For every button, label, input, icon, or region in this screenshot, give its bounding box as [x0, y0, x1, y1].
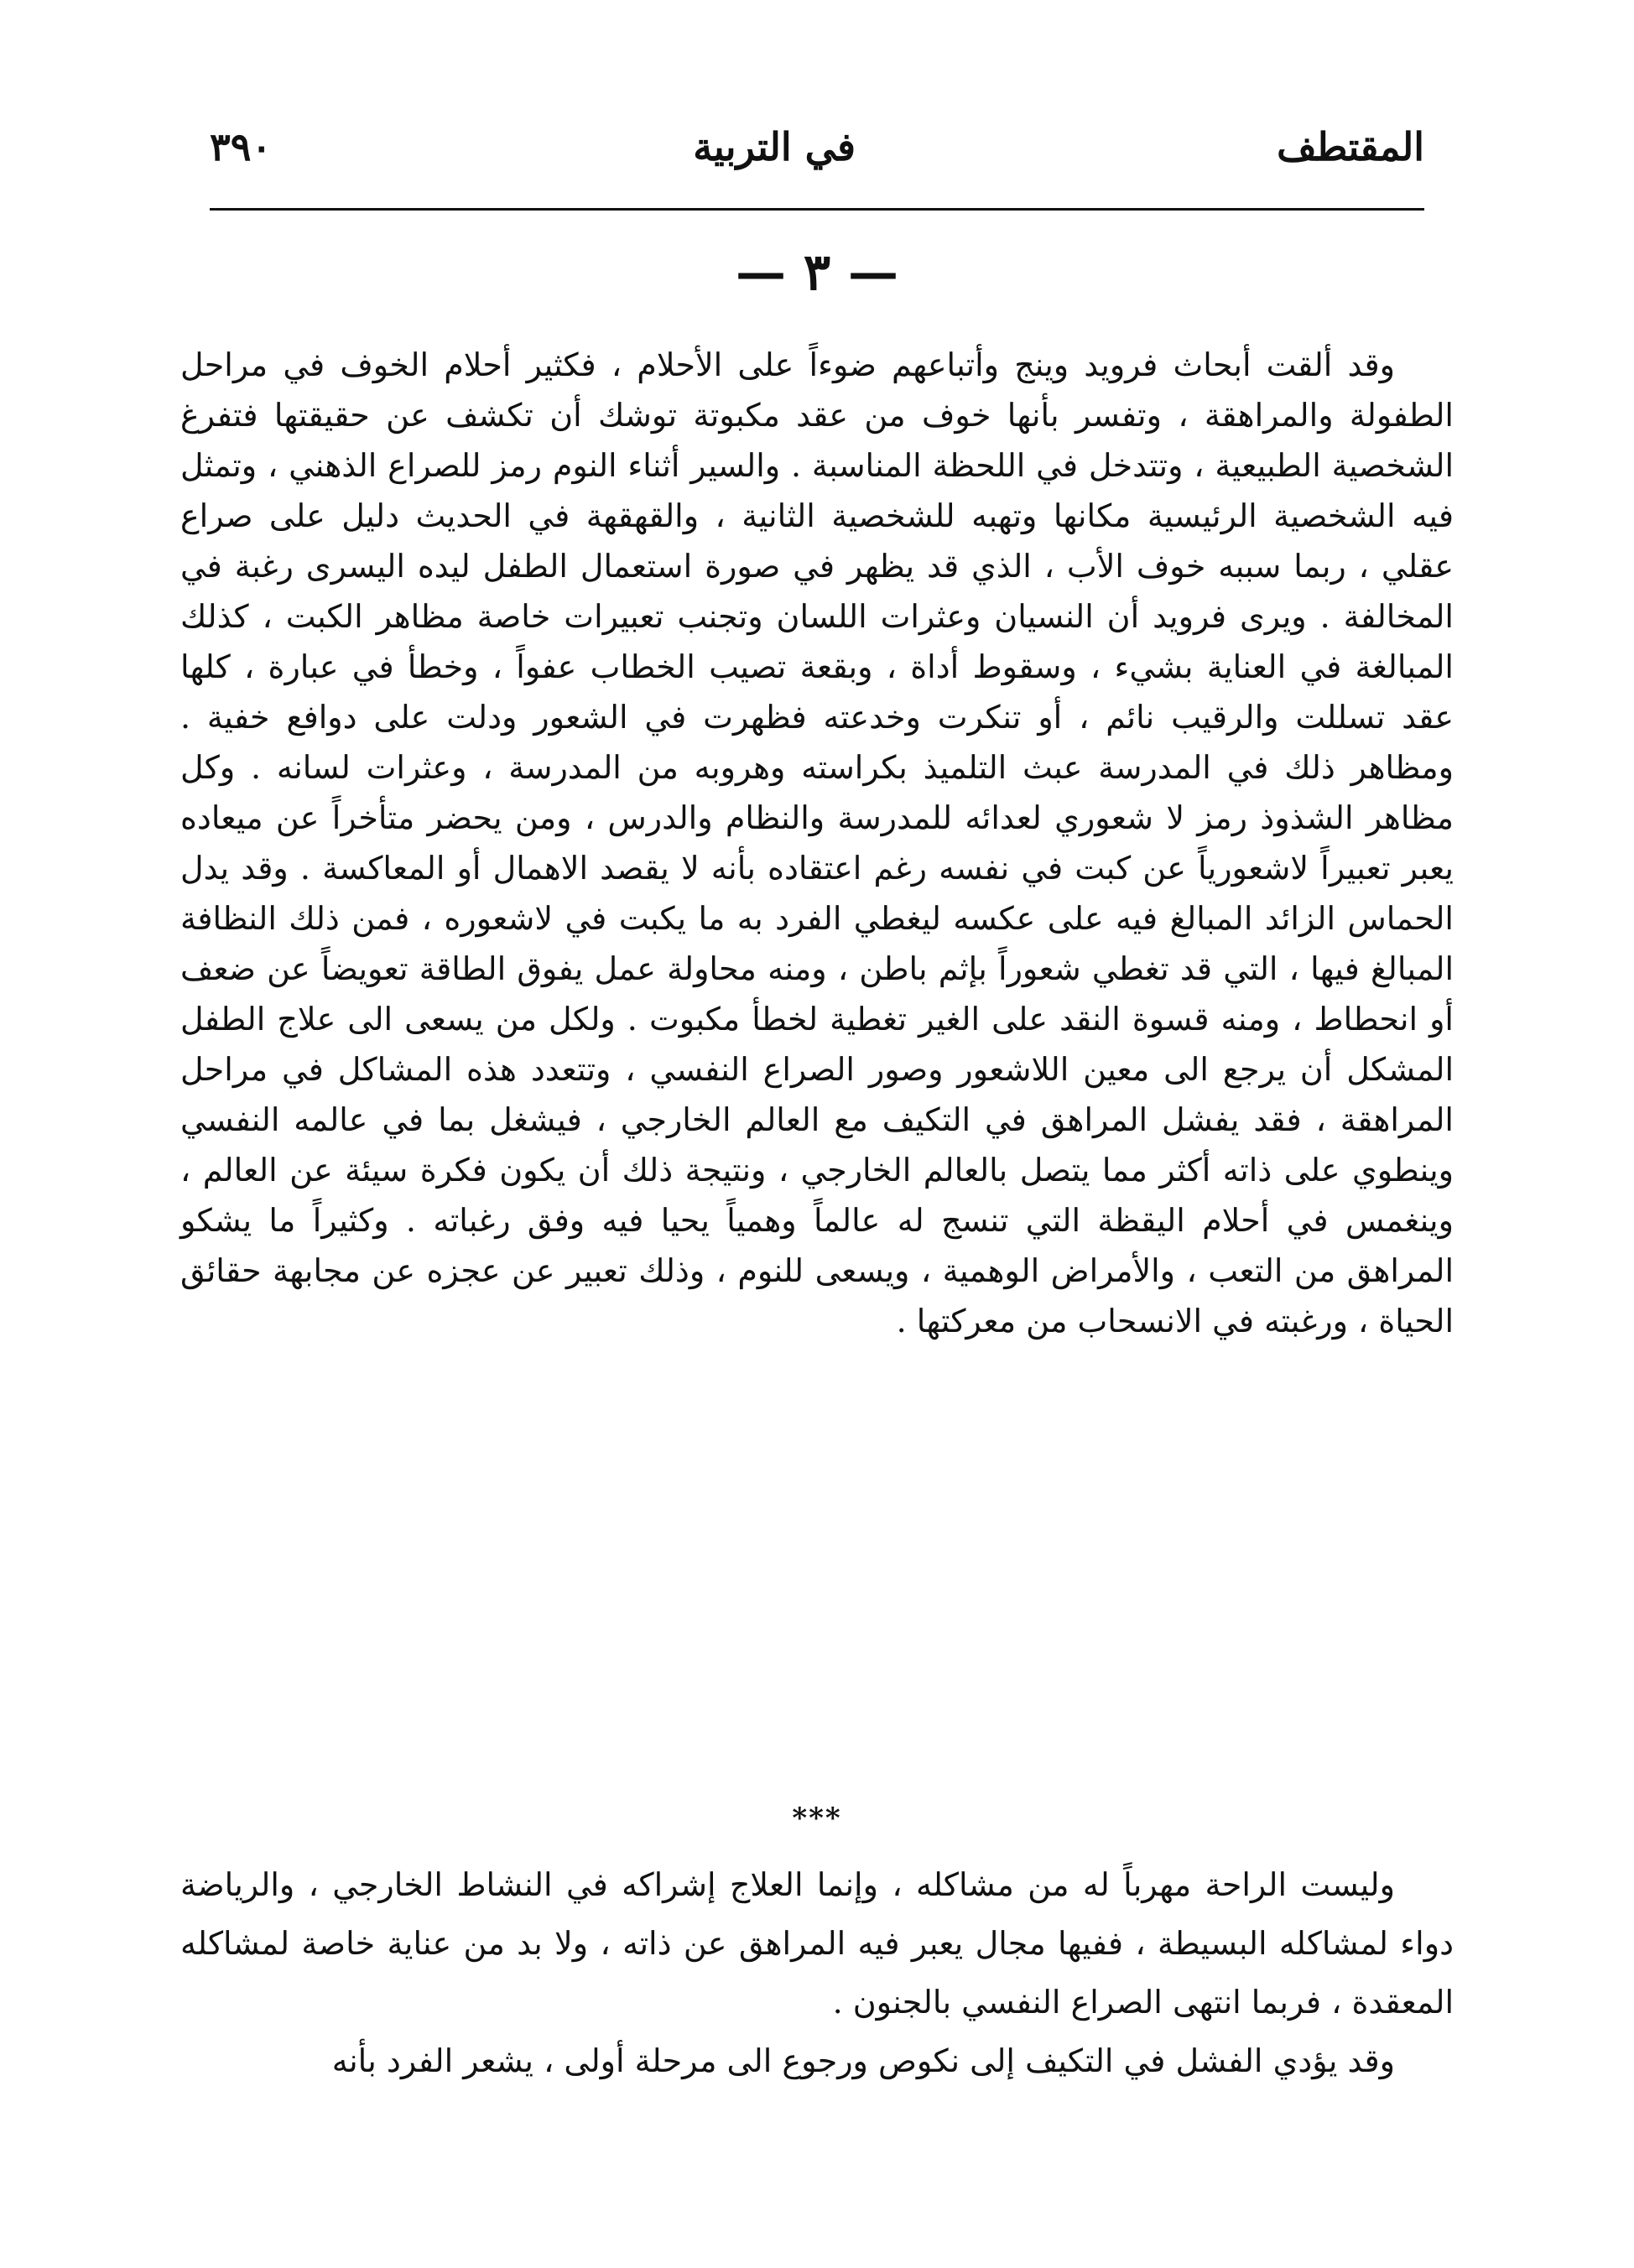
journal-title: المقتطف: [1277, 124, 1424, 169]
paragraph-1: وقد ألقت أبحاث فرويد وينج وأتباعهم ضوءاً على الأحلام ، فكثير أحلام الخوف في مراحل الطفولة والمراهقة ، وتفسر بأنها خوف من عقد مكبوتة توشك أن تكشف عن حقيقتها فتفرغ الشخصية الطبيعية ، وتتدخل في اللحظة المناسبة . والسير أثناء النوم رمز للصراع الذهني ، وتمثل فيه الشخصية الرئيسية مكانها وتهبه للشخصية الثانية ، والقهقهة في الحديث دليل على صراع عقلي ، ربما سببه خوف الأب ، الذي قد يظهر في صورة استعمال الطفل ليده اليسرى رغبة في المخالفة . ويرى فرويد أن النسيان وعثرات اللسان وتجنب تعبيرات خاصة مظاهر الكبت ، كذلك المبالغة في العناية بشيء ، وسقوط أداة ، وبقعة تصيب الخطاب عفواً ، وخطأ في عبارة ، كلها عقد تسللت والرقيب نائم ، أو تنكرت وخدعته فظهرت في الشعور ودلت على دوافع خفية . ومظاهر ذلك في المدرسة عبث التلميذ بكراسته وهروبه من المدرسة ، وعثرات لسانه . وكل مظاهر الشذوذ رمز لا شعوري لعدائه للمدرسة والنظام والدرس ، ومن يحضر متأخراً عن ميعاده يعبر تعبيراً لاشعورياً عن كبت في نفسه رغم اعتقاده بأنه لا يقصد الاهمال أو المعاكسة . وقد يدل الحماس الزائد المبالغ فيه على عكسه ليغطي الفرد به ما يكبت في لاشعوره ، فمن ذلك النظافة المبالغ فيها ، التي قد تغطي شعوراً بإثم باطن ، ومنه محاولة عمل يفوق الطاقة تعويضاً عن ضعف أو انحطاط ، ومنه قسوة النقد على الغير تغطية لخطأ مكبوت . ولكل من يسعى الى علاج الطفل المشكل أن يرجع الى معين اللاشعور وصور الصراع النفسي ، وتتعدد هذه المشاكل في مراحل المراهقة ، فقد يفشل المراهق في التكيف مع العالم الخارجي ، فيشغل بما في عالمه النفسي وينطوي على ذاته أكثر مما يتصل بالعالم الخارجي ، ونتيجة ذلك أن يكون فكرة سيئة عن العالم ، وينغمس في أحلام اليقظة التي تنسج له عالماً وهمياً يحيا فيه وفق رغباته . وكثيراً ما يشكو المراهق من التعب ، والأمراض الوهمية ، ويسعى للنوم ، وذلك تعبير عن عجزه عن مجابهة حقائق الحياة ، ورغبته في الانسحاب من معركتها .: [180, 346, 1454, 1339]
section-number: — ٣ —: [735, 243, 898, 302]
page-number: ٣٩٠: [210, 124, 273, 169]
paragraph-3: وقد يؤدي الفشل في التكيف إلى نكوص ورجوع الى مرحلة أولى ، يشعر الفرد بأنه: [331, 2042, 1395, 2079]
asterisk-separator: ***: [792, 1802, 842, 1835]
header-rule: [210, 208, 1424, 211]
paragraph-2: وليست الراحة مهرباً له من مشاكله ، وإنما العلاج إشراكه في النشاط الخارجي ، والرياضة دواء لمشاكله البسيطة ، ففيها مجال يعبر فيه المراهق عن ذاته ، ولا بد من عناية خاصة لمشاكله المعقدة ، فربما انتهى الصراع النفسي بالجنون .: [180, 1866, 1454, 2021]
section-title: في التربية: [693, 124, 856, 169]
second-text-block: [180, 1855, 1454, 2090]
main-text-block: [180, 340, 1454, 1346]
running-header: [210, 117, 1424, 176]
